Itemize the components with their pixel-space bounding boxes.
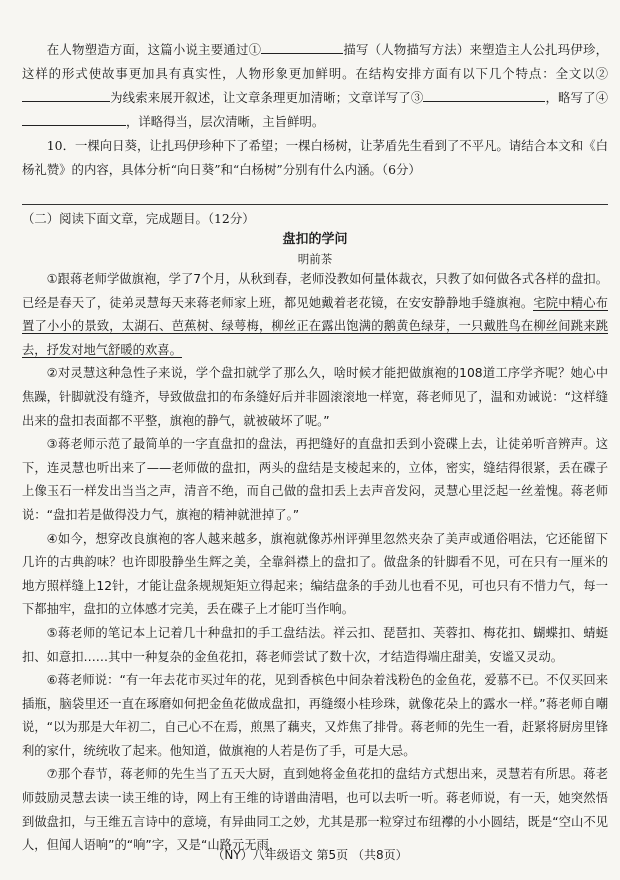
answer-blank-2[interactable] [22, 87, 110, 102]
paragraph-3: ③蒋老师示范了最简单的一字直盘扣的盘法，再把缝好的直盘扣丢到小瓷碟上去，让徒弟听音辨声。这下，连灵慧也听出来了——老师做的盘扣，两头的盘结是支棱起来的，立体，密实，缝结得很紧，丢在碟子上像玉石一样发出当当之声，清音不绝，而自己做的盘扣丢上去声音发闷，灵慧心里泛起一丝羞愧。蒋老师说：“盘扣若是做得没力气，旗袍的精神就泄掉了。” [22, 437, 608, 522]
paragraph-7: ⑦那个春节，蒋老师的先生当了五天大厨，直到她将金鱼花扣的盘结方式想出来，灵慧若有所思。蒋老师鼓励灵慧去读一读王维的诗，网上有王维的诗谱曲清唱，也可以去听一听。蒋老师说，有一天，她突然悟到做盘扣，与王维五言诗中的意境，有异曲同工之妙，尤其是那一粒穿过布纽襻的小小圆结，既是“空山不见人，但闻人语响”的“响”字，又是“山路元无雨， [22, 767, 608, 853]
q9-answer-text: 在人物塑造方面，这篇小说主要通过① 描写（人物描写方法）来塑造主人公扎玛伊珍，这样的形式使故事更加具有真实性，人物形象更加鲜明。在结构安排方面有以下几个特点：全文以②为线索来展开叙述，让文章条理更加清晰；文章详写了③ ，略写了④，详略得当，层次清晰，主旨鲜明。 [22, 38, 608, 134]
underlined-sentence: 宅院中精心布置了小小的景致，太湖石、芭蕉树、绿萼梅，柳丝正在露出饱满的鹅黄色绿芽，一只戴胜鸟在柳丝间跳来跳去，抒发对地气舒暖的欢喜。 [22, 295, 608, 357]
answer-blank-3[interactable] [423, 87, 545, 102]
paragraph-5: ⑤蒋老师的笔记本上记着几十种盘扣的手工盘结法。祥云扣、琵琶扣、芙蓉扣、梅花扣、蝴蝶扣、蜻蜓扣、如意扣……其中一种复杂的金鱼花扣，蒋老师尝试了数十次，才结造得端庄甜美，安谧又灵动。 [22, 625, 608, 664]
article-title: 盘扣的学问 [282, 232, 348, 247]
exam-page [22, 38, 608, 858]
answer-blank-1[interactable] [261, 39, 343, 54]
section-heading: （二）阅读下面文章，完成题目。（12分） [22, 211, 255, 226]
paragraph-1: ①跟蒋老师学做旗袍，学了7个月，从秋到春，老师没教如何量体裁衣，只教了如何做各式各样的盘扣。已经是春天了，徒弟灵慧每天来蒋老师家上班，都见她戴着老花镜，在安安静静地手缝旗袍。宅院中精心布置了小小的景致，太湖石、芭蕉树、绿萼梅，柳丝正在露出饱满的鹅黄色绿芽，一只戴胜鸟在柳丝间跳来跳去，抒发对地气舒暖的欢喜。 [22, 272, 608, 357]
article-body [22, 268, 608, 858]
page-footer: （NY）八年级语文 第5页 （共8页） [212, 848, 408, 862]
question-10: 10．一棵向日葵，让扎玛伊珍种下了希望；一棵白杨树，让茅盾先生看到了不平凡。请结合本文和《白杨礼赞》的内容，具体分析“向日葵”和“白杨树”分别有什么内涵。（6分） [22, 138, 608, 177]
answer-line-divider [22, 204, 608, 205]
paragraph-2: ②对灵慧这种急性子来说，学个盘扣就学了那么久，啥时候才能把做旗袍的108道工序学齐呢？她心中焦躁，针脚就没有缝齐，导致做盘扣的布条缝好后并非圆滚滚地一样宽，蒋老师见了，温和劝诫说：“这样缝出来的盘扣表面都不平整，旗袍的静气，就被破坏了呢。” [22, 366, 608, 428]
article-author: 明前茶 [297, 252, 333, 266]
paragraph-4: ④如今，想穿改良旗袍的客人越来越多，旗袍就像苏州评弹里忽然夹杂了美声或通俗唱法，它还能留下几许的古典韵味？也许即股静坐生辉之美，全靠斜襟上的盘扣了。做盘条的针脚看不见，可在只有一厘米的地方照样缝上12针，才能让盘条规规矩矩立得起来；编结盘条的手劲儿也看不见，可也只有不惜力气，每一下都抽牢，盘扣的立体感才完美，丢在碟子上才能叮当作响。 [22, 531, 608, 617]
answer-blank-4[interactable] [22, 111, 126, 126]
paragraph-6: ⑥蒋老师说：“有一年去花市买过年的花，见到香槟色中间杂着浅粉色的金鱼花，爱慕不已。不仅买回来插瓶，脑袋里还一直在琢磨如何把金鱼花做成盘扣，再缝缀小桂珍珠，就像花朵上的露水一样。”蒋老师自嘲说，“以为那是大年初二，自己心不在焉，煎黑了藕夹，又炸焦了排骨。蒋老师的先生一看，赶紧将厨房里锋利的家什，统统收了起来。他知道，做旗袍的人若是伤了手，可是大忌。 [22, 673, 608, 758]
